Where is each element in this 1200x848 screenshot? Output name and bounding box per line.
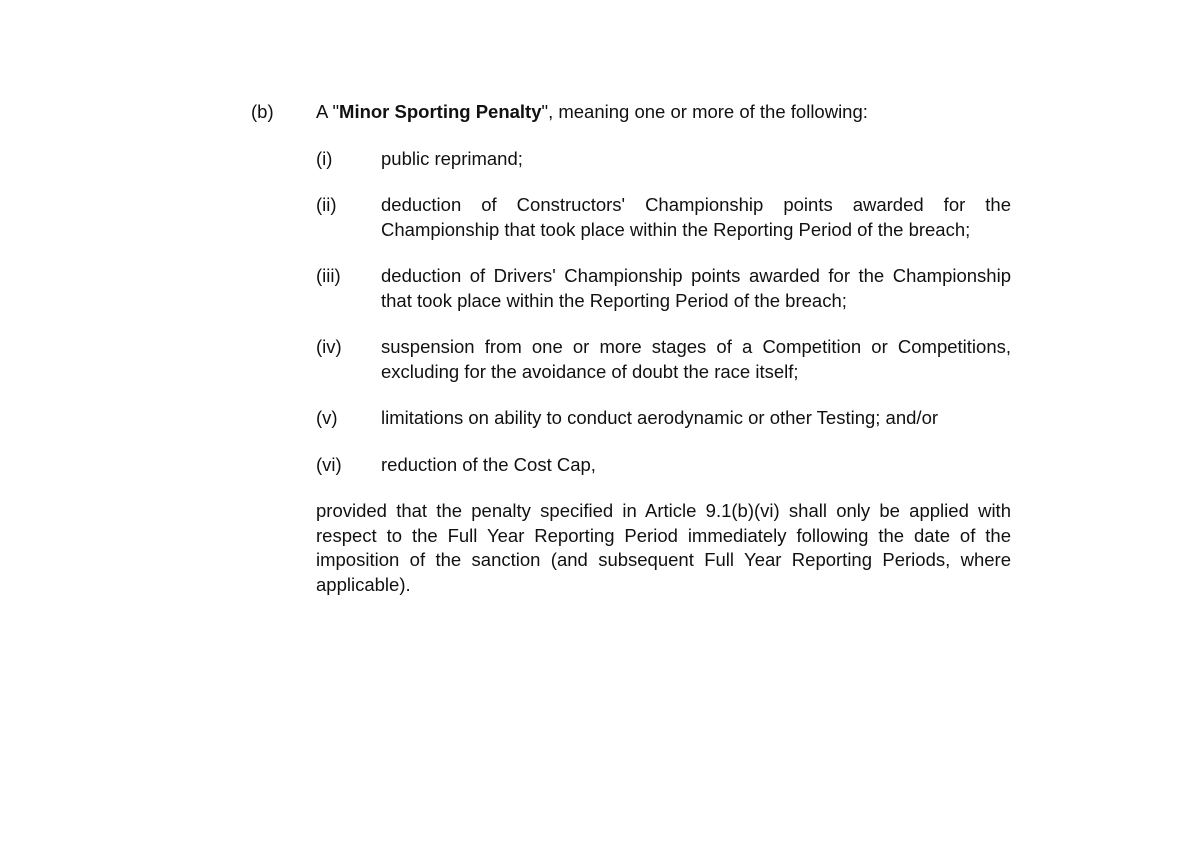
proviso-paragraph: provided that the penalty specified in Article 9.1(b)(vi) shall only be applied with respect to the Full Year Reporting Period immediately following the date of the imposition of the sanction (and subsequent Full Year Reporting Periods, where applicable). [316,500,1011,595]
list-item-text: deduction of Drivers' Championship points awarded for the Championship that took place within the Reporting Period of the breach; [381,265,1011,311]
clause-b [251,100,1011,597]
list-item-text: deduction of Constructors' Championship points awarded for the Championship that took place within the Reporting Period of the breach; [381,194,1011,240]
list-item [316,453,1011,478]
list-item-marker: (i) [316,147,333,169]
clause-intro [316,100,1011,125]
clause-marker: (b) [251,101,274,122]
list-item-text: suspension from one or more stages of a Competition or Competitions, excluding for the avoidance of doubt the race itself; [381,336,1011,382]
list-item-marker: (vi) [316,453,342,475]
defined-term: Minor Sporting Penalty [339,101,542,122]
list-item [316,335,1011,384]
list-item [316,406,1011,431]
list-item-marker: (v) [316,407,338,428]
list-item-text: public reprimand; [381,147,523,169]
list-item-marker: (iii) [316,265,341,286]
list-item [316,264,1011,313]
list-item-text: limitations on ability to conduct aerodynamic or other Testing; and/or [381,407,939,428]
intro-prefix: A " [316,101,340,122]
list-item-marker: (iv) [316,336,342,357]
list-item-marker: (ii) [316,194,337,215]
list-item [316,147,1011,172]
intro-suffix: ", meaning one or more of the following: [541,101,868,122]
list-item [316,193,1011,242]
list-item-text: reduction of the Cost Cap, [381,453,596,475]
clause-body [316,100,1011,597]
